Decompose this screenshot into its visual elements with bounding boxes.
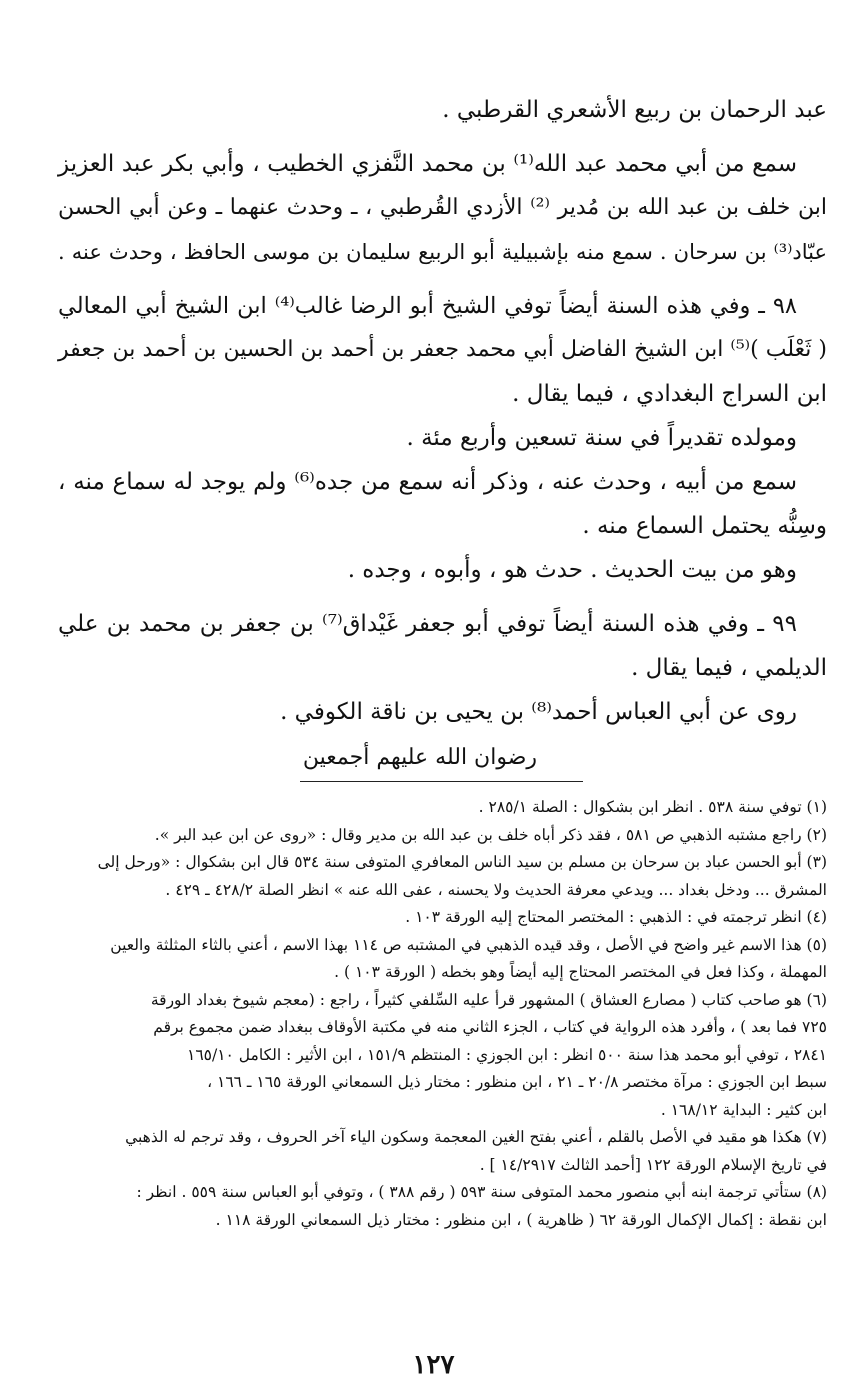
footnote-divider bbox=[300, 781, 583, 782]
entry-98-line-1: ٩٨ ـ وفي هذه السنة أيضاً توفي الشيخ أبو الرضا غالب⁽⁴⁾ ابن الشيخ أبي المعالي bbox=[58, 293, 798, 319]
footnote-7 bbox=[38, 1124, 827, 1179]
footnote-line: المهملة ، وكذا فعل في المختصر المحتاج إليه أيضاً وهو بخطه ( الورقة ١٠٣ ) . bbox=[334, 963, 827, 981]
entry-99-line-3: روى عن أبي العباس أحمد⁽⁸⁾ بن يحيى بن ناقة الكوفي . bbox=[280, 699, 797, 725]
closing-line: رضوان الله عليهم أجمعين bbox=[302, 745, 537, 770]
footnote-line: (٣) أبو الحسن عباد بن سرحان بن مسلم بن سيد الناس المعافري المتوفى سنة ٥٣٤ قال ابن بشكوال : «ورحل إلى bbox=[97, 853, 827, 871]
footnotes bbox=[38, 794, 827, 1234]
entry-99-line-1: ٩٩ ـ وفي هذه السنة أيضاً توفي أبو جعفر غَيْداق⁽⁷⁾ بن جعفر بن محمد بن علي bbox=[58, 611, 797, 637]
footnote-line: (٦) هو صاحب كتاب ( مصارع العشاق ) المشهور قرأ عليه السِّلفي كثيراً ، راجع : (معجم شيوخ بغداد الورقة bbox=[150, 990, 827, 1009]
footnote-line: سبط ابن الجوزي : مرآة مختصر ٢٠/٨ ـ ٢١ ، ابن منظور : مختار ذيل السمعاني الورقة ١٦٥ ـ ١٦٦ ، bbox=[207, 1073, 827, 1091]
entry-98-line-7: وهو من بيت الحديث . حدث هو ، وأبوه ، وجده . bbox=[347, 557, 797, 583]
footnote-line: ٢٨٤١ ، توفي أبو محمد هذا سنة ٥٠٠ انظر : ابن الجوزي : المنتظم ١٥١/٩ ، ابن الأثير : الكامل ١٦٥/١٠ bbox=[187, 1045, 827, 1064]
entry-98-line-2: ( ثَعْلَب )⁽⁵⁾ ابن الشيخ الفاضل أبي محمد جعفر بن أحمد بن الحسين بن أحمد بن جعفر bbox=[58, 337, 827, 362]
entry-99-line-2: الديلمي ، فيما يقال . bbox=[631, 655, 827, 681]
footnote-line: في تاريخ الإسلام الورقة ١٢٢ [أحمد الثالث ١٤/٢٩١٧ ] . bbox=[479, 1155, 827, 1174]
footnote-line: ابن نقطة : إكمال الإكمال الورقة ٦٢ ( ظاهرية ) ، ابن منظور : مختار ذيل السمعاني الورقة ١١٨ . bbox=[215, 1210, 827, 1229]
footnote-line: ٧٢٥ فما بعد ) ، وأفرد هذه الرواية في كتاب ، الجزء الثاني منه في مكتبة الأوقاف ببغداد ضمن مجموع برقم bbox=[153, 1018, 827, 1036]
entry-98-line-5: سمع من أبيه ، وحدث عنه ، وذكر أنه سمع من جده⁽⁶⁾ ولم يوجد له سماع منه ، bbox=[58, 469, 797, 495]
footnote-5 bbox=[38, 932, 827, 987]
text-line-3: ابن خلف بن عبد الله بن مُدير ⁽²⁾ الأزدي القُرطبي ، ـ وحدث عنهما ـ وعن أبي الحسن bbox=[58, 195, 827, 220]
text-line-4: عبّاد⁽³⁾ بن سرحان . سمع منه بإشبيلية أبو الربيع سليمان بن موسى الحافظ ، وحدث عنه . bbox=[58, 240, 827, 264]
footnote-line: ابن كثير : البداية ١٦٨/١٢ . bbox=[660, 1100, 827, 1119]
footnote-line: (١) توفي سنة ٥٣٨ . انظر ابن بشكوال : الصلة ٢٨٥/١ . bbox=[478, 798, 827, 816]
footnote-line: (٥) هذا الاسم غير واضح في الأصل ، وقد قيده الذهبي في المشتبه ص ١١٤ بهذا الاسم ، أعني بالثاء المثلثة والعين bbox=[110, 935, 827, 954]
footnote-6 bbox=[38, 987, 827, 1125]
entry-98-line-3: ابن السراج البغدادي ، فيما يقال . bbox=[512, 381, 827, 407]
footnote-line: (٢) راجع مشتبه الذهبي ص ٥٨١ ، فقد ذكر أباه خلف بن عبد الله بن مدير وقال : «روى عن ابن عبد البر ». bbox=[154, 825, 827, 844]
footnote-4 bbox=[38, 904, 827, 932]
footnote-line: (٧) هكذا هو مقيد في الأصل بالقلم ، أعني بفتح الغين المعجمة وسكون الياء آخر الحروف ، وقد ترجم له الذهبي bbox=[125, 1128, 827, 1146]
text-line-2: سمع من أبي محمد عبد الله⁽¹⁾ بن محمد النَّفزي الخطيب ، وأبي بكر عبد العزيز bbox=[58, 151, 797, 177]
footnote-line: المشرق ... ودخل بغداد ... ويدعي معرفة الحديث ولا يحسنه ، عفى الله عنه » انظر الصلة ٤٢٨/٢ ـ ٤٢٩ . bbox=[165, 880, 827, 899]
footnote-1 bbox=[38, 794, 827, 822]
entry-98-line-6: وسِنُّه يحتمل السماع منه . bbox=[582, 513, 827, 539]
footnote-3 bbox=[38, 849, 827, 904]
footnote-2 bbox=[38, 822, 827, 850]
footnote-8 bbox=[38, 1179, 827, 1234]
main-text bbox=[58, 88, 827, 782]
page-number: ١٢٧ bbox=[412, 1350, 455, 1380]
footnote-line: (٨) ستأتي ترجمة ابنه أبي منصور محمد المتوفى سنة ٥٩٣ ( رقم ٣٨٨ ) ، وتوفي أبو العباس سنة ٥٥٩ . انظر : bbox=[136, 1183, 827, 1201]
entry-98-line-4: ومولده تقديراً في سنة تسعين وأربع مئة . bbox=[406, 425, 797, 451]
footnote-line: (٤) انظر ترجمته في : الذهبي : المختصر المحتاج إليه الورقة ١٠٣ . bbox=[405, 908, 827, 926]
text-line-1: عبد الرحمان بن ربيع الأشعري القرطبي . bbox=[442, 97, 827, 123]
